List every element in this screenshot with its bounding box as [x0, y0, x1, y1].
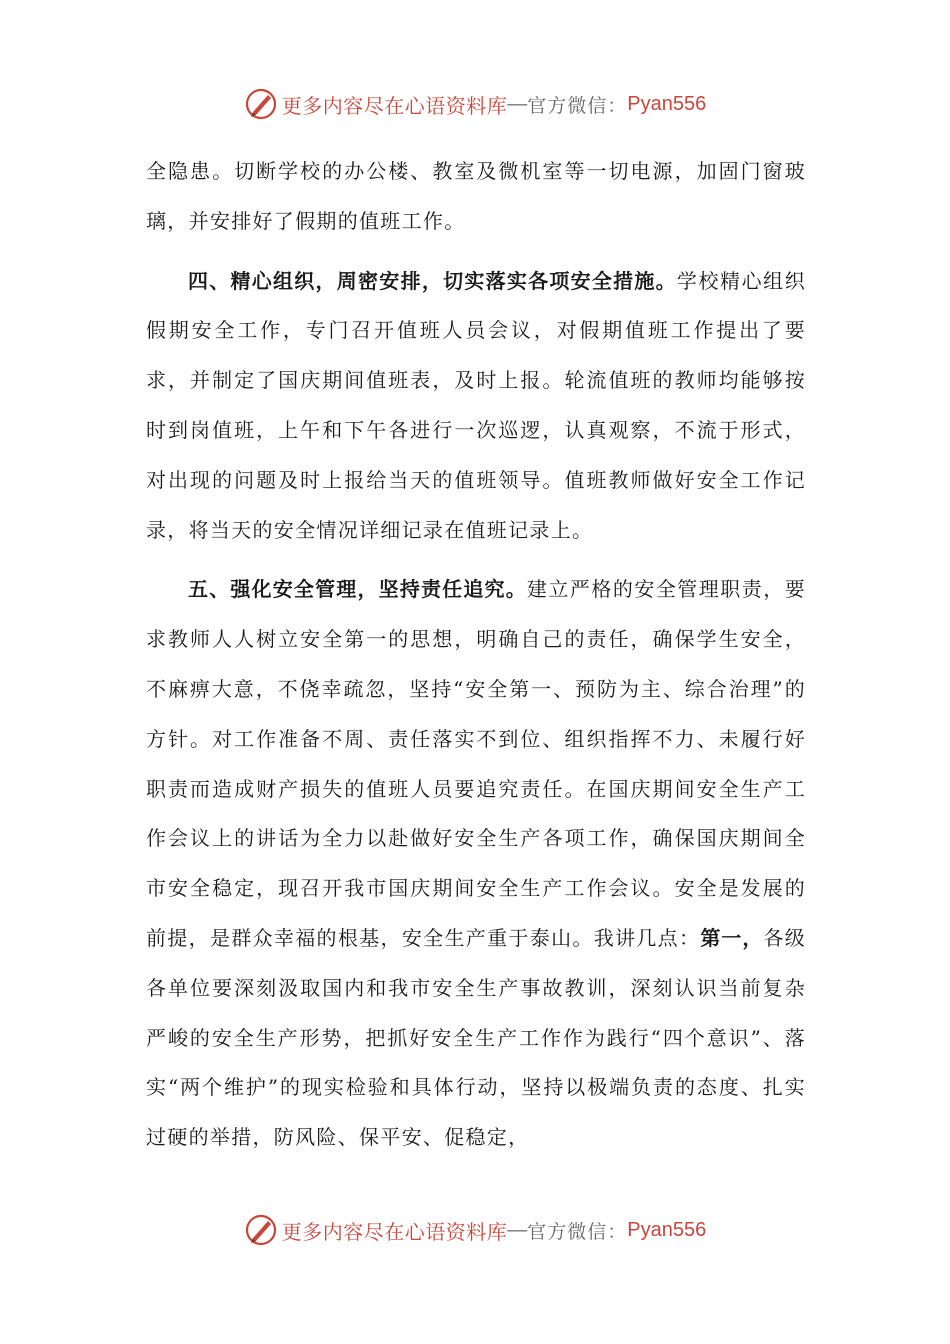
banner-wechat-id: Pyan556	[627, 1218, 707, 1241]
header-watermark-banner	[0, 84, 950, 124]
banner-site-text: 更多内容尽在心语资料库	[281, 93, 508, 118]
paragraph-2-text: 学校精心组织假期安全工作，专门召开值班人员会议，对假期值班工作提出了要求，并制定了国庆期间值班表，及时上报。轮流值班的教师均能够按时到岗值班，上午和下午各进行一次巡逻，认真观察，不流于形式，对出现的问题及时上报给当天的值班领导。值班教师做好安全工作记录，将当天的安全情况详细记录在值班记录上。	[146, 268, 806, 542]
pen-logo-icon	[244, 87, 278, 121]
paragraph-2-heading: 四、精心组织，周密安排，切实落实各项安全措施。	[188, 268, 677, 293]
paragraph-2	[146, 257, 806, 556]
paragraph-3-heading: 五、强化安全管理，坚持责任追究。	[188, 577, 527, 602]
banner-wechat-id: Pyan556	[627, 92, 707, 115]
banner-wechat-label: 官方微信：	[527, 94, 628, 117]
document-body	[146, 147, 806, 1173]
paragraph-3-text-part2: 各级各单位要深刻汲取国内和我市安全生产事故教训，深刻认识当前复杂严峻的安全生产形势，把抓好安全生产工作作为践行“四个意识”、落实“两个维护”的现实检验和具体行动，坚持以极端负责的态度、扎实过硬的举措，防风险、保平安、促稳定，	[146, 925, 806, 1150]
banner-separator: —	[507, 92, 528, 115]
paragraph-3-bold-point: 第一，	[700, 925, 764, 950]
footer-watermark-banner	[0, 1210, 950, 1250]
paragraph-3	[146, 565, 806, 1163]
banner-separator: —	[507, 1218, 528, 1241]
paragraph-3-text-part1: 建立严格的安全管理职责，要求教师人人树立安全第一的思想，明确自己的责任，确保学生安全，不麻痹大意，不侥幸疏忽，坚持“安全第一、预防为主、综合治理”的方针。对工作准备不周、责任落实不到位、组织指挥不力、未履行好职责而造成财产损失的值班人员要追究责任。在国庆期间安全生产工作会议上的讲话为全力以赴做好安全生产各项工作，确保国庆期间全市安全稳定，现召开我市国庆期间安全生产工作会议。安全是发展的前提，是群众幸福的根基，安全生产重于泰山。我讲几点：	[146, 577, 807, 950]
banner-wechat-label: 官方微信：	[527, 1220, 628, 1243]
paragraph-1	[146, 147, 806, 247]
paragraph-1-text: 全隐患。切断学校的办公楼、教室及微机室等一切电源，加固门窗玻璃，并安排好了假期的值班工作。	[146, 159, 806, 233]
banner-site-text: 更多内容尽在心语资料库	[281, 1219, 508, 1244]
pen-logo-icon	[244, 1213, 278, 1247]
